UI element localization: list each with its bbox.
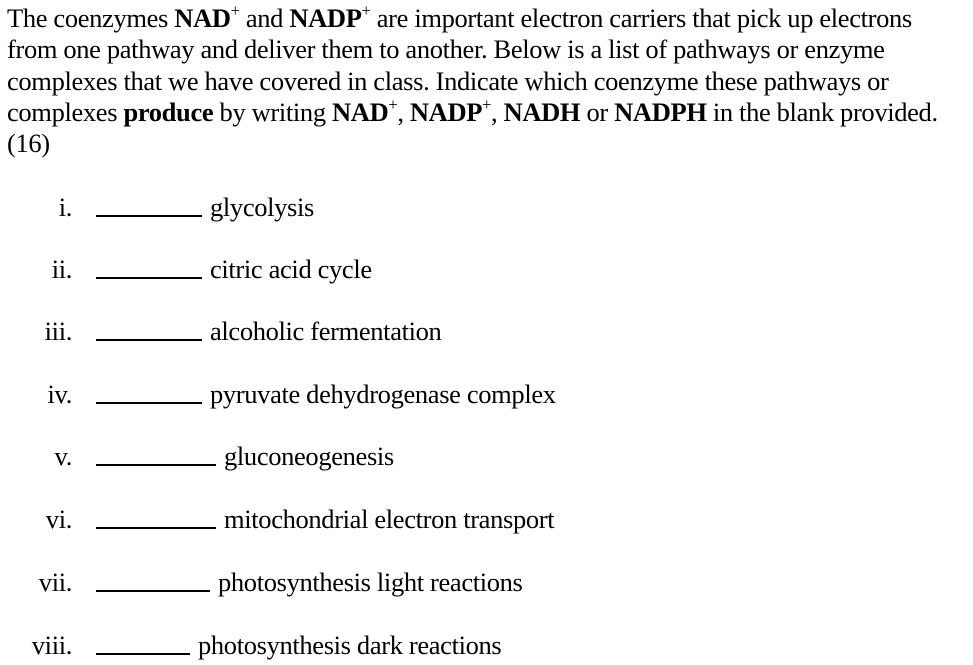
prompt-superscript: + — [482, 95, 491, 115]
question-prompt — [7, 3, 967, 159]
prompt-superscript: + — [361, 1, 371, 21]
pathway-name: glycolysis — [210, 192, 314, 222]
prompt-superscript: + — [388, 95, 398, 115]
prompt-superscript: + — [230, 1, 240, 21]
prompt-text: , — [397, 96, 410, 127]
pathway-name: mitochondrial electron transport — [224, 504, 555, 534]
pathway-name: photosynthesis light reactions — [218, 567, 523, 597]
pathway-name: gluconeogenesis — [224, 441, 394, 471]
prompt-bold-nadh: NADH — [503, 96, 581, 127]
pathway-name: citric acid cycle — [210, 254, 372, 284]
prompt-bold-nadph: NADPH — [614, 96, 707, 127]
pathway-name: pyruvate dehydrogenase complex — [210, 379, 556, 409]
answer-blank[interactable] — [96, 464, 216, 466]
prompt-text: by writing — [213, 96, 333, 127]
pathway-name: photosynthesis dark reactions — [198, 630, 502, 660]
prompt-bold-produce: produce — [123, 96, 214, 127]
answer-blank[interactable] — [96, 590, 210, 592]
answer-blank[interactable] — [96, 215, 202, 217]
prompt-text: in the blank provided. (16) — [7, 96, 938, 159]
item-numeral: iii. — [44, 316, 72, 346]
answer-blank[interactable] — [96, 402, 202, 404]
item-numeral: i. — [58, 192, 72, 222]
prompt-bold-nad: NAD — [174, 3, 231, 33]
prompt-bold-nadp: NADP — [289, 3, 362, 33]
answer-blank[interactable] — [96, 277, 202, 279]
item-numeral: viii. — [31, 630, 72, 660]
answer-blank[interactable] — [96, 339, 202, 341]
prompt-text: are important electron carriers that pick up electrons from one pathway and deliver them to another. Below is a list of pathways or enzyme complexes that we have covered in class. Indicate which coenzyme these pathways or complexes — [7, 3, 912, 127]
prompt-text: The coenzymes — [7, 3, 175, 33]
prompt-text: , — [491, 96, 504, 127]
item-numeral: ii. — [51, 254, 72, 284]
prompt-text: and — [239, 3, 290, 33]
item-numeral: vii. — [38, 567, 72, 597]
prompt-bold-nadp: NADP — [409, 96, 483, 127]
item-numeral: vi. — [45, 504, 72, 534]
answer-blank[interactable] — [96, 653, 190, 655]
prompt-bold-nad: NAD — [332, 96, 389, 127]
prompt-text: or — [580, 96, 615, 127]
item-numeral: v. — [54, 441, 72, 471]
answer-blank[interactable] — [96, 527, 216, 529]
pathway-name: alcoholic fermentation — [210, 316, 442, 346]
item-numeral: iv. — [47, 379, 72, 409]
